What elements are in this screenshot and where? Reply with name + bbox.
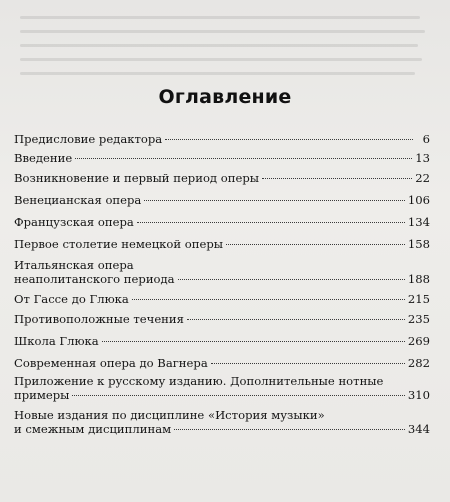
toc-entry-page: 310 [407,388,430,402]
toc-entry-title: и смежным дисциплинам [14,422,172,436]
toc-entry-title: Школа Глюка [14,334,99,348]
toc-entry-title: примеры [14,388,70,402]
dot-leader [174,429,405,430]
dot-leader [102,341,405,342]
dot-leader [226,244,405,245]
toc-entry-title: Французская опера [14,215,134,229]
toc-entry-page: 215 [407,292,430,306]
dot-leader [132,299,405,300]
toc-entry-title: Возникновение и первый период оперы [14,171,259,185]
toc-entry [14,292,430,306]
toc-entry-title: Современная опера до Вагнера [14,356,208,370]
toc-entry-title-line1: Новые издания по дисциплине «История музыки» [14,408,325,422]
toc-entry-title: Введение [14,151,73,165]
toc-heading: Оглавление [158,86,292,108]
dot-leader [211,363,405,364]
dot-leader [262,178,412,179]
dot-leader [75,158,412,159]
toc-entry [14,356,430,370]
dot-leader [165,139,413,140]
toc-entry-page: 269 [407,334,430,348]
toc-entry [14,258,430,286]
toc-entry-title: Венецианская опера [14,193,142,207]
toc-entry-title: Первое столетие немецкой оперы [14,237,224,251]
dot-leader [187,319,405,320]
toc-entry-page: 134 [407,215,430,229]
toc-entry-title: неаполитанского периода [14,272,175,286]
toc-entry-page: 344 [407,422,430,436]
bleed-through-line [20,72,415,75]
dot-leader [72,395,404,396]
bleed-through-line [20,44,418,47]
toc-entry-title-line1: Итальянская опера [14,258,134,272]
dot-leader [144,200,405,201]
toc-entry [14,193,430,207]
dot-leader [178,279,405,280]
toc-entry [14,312,430,326]
toc-entry-title: От Гассе до Глюка [14,292,129,306]
toc-entry [14,151,430,165]
toc-entry-page: 22 [415,171,430,185]
toc-entry-page: 13 [415,151,430,165]
toc-entry [14,408,430,436]
toc-entry [14,374,430,402]
toc-entry-title: Противоположные течения [14,312,184,326]
toc-entry-page: 158 [407,237,430,251]
toc-entry-page: 235 [407,312,430,326]
toc-entry [14,171,430,185]
toc-entry-title: Предисловие редактора [14,132,163,146]
dot-leader [137,222,405,223]
toc-entry-page: 106 [407,193,430,207]
toc-entry [14,334,430,348]
bleed-through-line [20,58,422,61]
toc-entry [14,132,430,146]
bleed-through-line [20,16,420,19]
toc-entry-page: 282 [407,356,430,370]
toc-entry-page: 188 [407,272,430,286]
toc-entry-title-line1: Приложение к русскому изданию. Дополнительные нотные [14,374,384,388]
toc-entry [14,215,430,229]
toc-entry [14,237,430,251]
toc-entry-page: 6 [422,132,430,146]
bleed-through-line [20,30,425,33]
